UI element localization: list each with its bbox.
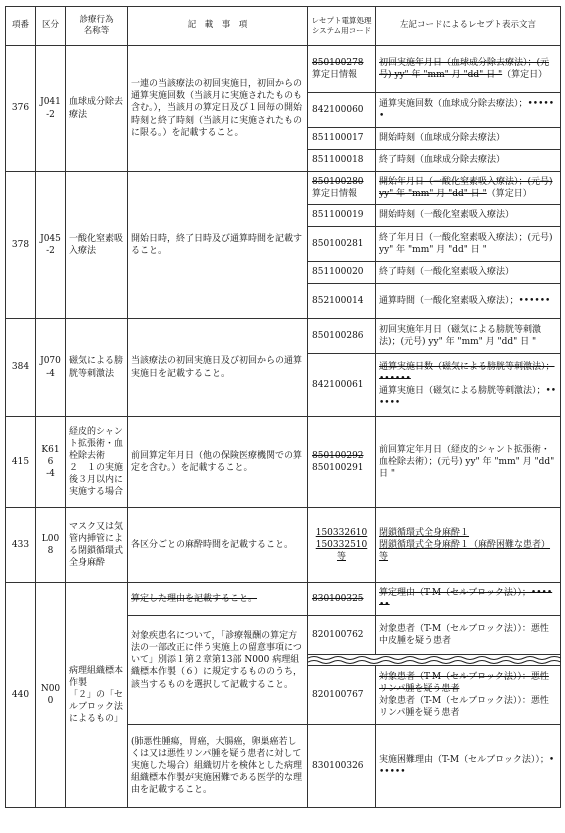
code-etc: 等: [336, 552, 346, 563]
item-kubun: K616 -4: [36, 417, 66, 508]
display-text-cell: [376, 666, 561, 725]
header-display-text: 左記コードによるレセプト表示文言: [376, 7, 561, 46]
item-number: 415: [6, 417, 36, 508]
display-text-cell: 開始時刻（血球成分除去療法）: [376, 128, 561, 150]
display-text-cell: 実施困難理由（T-M（セルブロック法））；••••••: [376, 725, 561, 808]
code-cell: 842100061: [308, 354, 376, 417]
table-row: [6, 172, 561, 205]
item-number: 378: [6, 172, 36, 319]
header-description: 記 載 事 項: [128, 7, 308, 46]
display-text-cell: [376, 508, 561, 583]
display-text-added: （算定日）: [486, 189, 532, 199]
table-row: [6, 46, 561, 93]
item-name: 一酸化窒素吸 入療法: [66, 172, 128, 319]
display-text-cell: 終了時刻（一酸化窒素吸入療法）: [376, 262, 561, 284]
item-name: 病理組織標本 作製 「２」の「セ ルブロック法 によるもの」: [66, 583, 128, 808]
item-number: 433: [6, 508, 36, 583]
code-cell: 851100018: [308, 150, 376, 172]
code-cell: 830100326: [308, 725, 376, 808]
break-marker: [308, 655, 561, 666]
code-cell: [308, 417, 376, 508]
item-description: 対象疾患名について，「診療報酬の算定方法の一部改正に伴う実施上の留意事項について」別添１第２章第13部 N000 病理組織標本作製（６）に規定するもののうち，該当するものを選択して記載すること。: [128, 616, 308, 725]
code-cell: [308, 46, 376, 93]
item-kubun: L008: [36, 508, 66, 583]
item-description: 開始日時，終了日時及び通算時間を記載すること。: [128, 172, 308, 319]
item-number: 440: [6, 583, 36, 808]
header-no: 項番: [6, 7, 36, 46]
header-name: 診療行為 名称等: [66, 7, 128, 46]
code-cell: 820100767: [308, 666, 376, 725]
code-note: 算定日情報: [312, 189, 358, 199]
item-name: 血球成分除去 療法: [66, 46, 128, 172]
item-name: マスク又は気 管内挿管によ る閉鎖循環式 全身麻酔: [66, 508, 128, 583]
header-kubun: 区分: [36, 7, 66, 46]
item-number: 376: [6, 46, 36, 172]
code-cell: 850100281: [308, 227, 376, 262]
code-value: 850100291: [312, 463, 364, 473]
code-cell: 851100020: [308, 262, 376, 284]
code-cell: 852100014: [308, 284, 376, 319]
display-text-cell: 初回実施年月日（磁気による膀胱等刺激法)；(元号) yy" 年 "mm" 月 "dd" 日 ": [376, 319, 561, 354]
code-value: 150332510: [315, 539, 368, 550]
table-row: [6, 583, 561, 616]
code-value-deleted: 850100292: [312, 450, 364, 461]
code-cell: 830100325: [308, 583, 376, 616]
display-text-deleted: 初回実施年月日（血球成分除去療法）；(元号) yy" 年 "mm" 月 "dd" 日 ": [379, 57, 550, 80]
item-description-deleted: 算定した理由を記載すること。: [128, 583, 308, 616]
display-text-cell: 終了時刻（血球成分除去療法）: [376, 150, 561, 172]
display-text-cell: 対象患者（T-M（セルブロック法））：悪性中皮腫を疑う患者: [376, 616, 561, 655]
code-cell: 850100286: [308, 319, 376, 354]
display-text-cell: 算定理由（T-M（セルブロック法））；••••••: [376, 583, 561, 616]
display-text-cell: [376, 172, 561, 205]
code-cell: 851100017: [308, 128, 376, 150]
code-cell: 842100060: [308, 93, 376, 128]
code-cell: [308, 172, 376, 205]
item-name: 磁気による膀 胱等刺激法: [66, 319, 128, 417]
display-text-cell: [376, 354, 561, 417]
item-description: (肺悪性腫瘍，胃癌，大腸癌，卵巣癌若しくは又は悪性リンパ腫を疑う患者に対して実施した場合）組織切片を検体とした病理組織標本作製が実施困難である医学的な理由を記載すること。: [128, 725, 308, 808]
table-row: [6, 508, 561, 583]
display-text-added: 対象患者（T-M（セルブロック法））：悪性リンパ腫を疑う患者: [379, 696, 549, 719]
display-text-added: 通算実施日（磁気による膀胱等刺激法）；••••••: [379, 386, 557, 409]
item-name: 経皮的シャン ト拡張術・血 栓除去術 ２ １の実施 後３月以内に 実施する場合: [66, 417, 128, 508]
code-cell: 820100762: [308, 616, 376, 655]
display-text-cell: 通算実施回数（血球成分除去療法）；••••••: [376, 93, 561, 128]
display-text-deleted: 通算実施日数（磁気による膀胱等刺激法）；••••••: [379, 361, 555, 384]
code-note: 算定日情報: [312, 70, 358, 80]
item-kubun: J070 -4: [36, 319, 66, 417]
display-text-cell: 終了年月日（一酸化窒素吸入療法）；(元号) yy" 年 "mm" 月 "dd" 日 ": [376, 227, 561, 262]
code-cell: [308, 508, 376, 583]
display-text-deleted: 開始年月日（一酸化窒素吸入療法）；(元号) yy" 年 "mm" 月 "dd" 日 ": [379, 176, 553, 199]
display-text-cell: 開始時刻（一酸化窒素吸入療法）: [376, 205, 561, 227]
display-text-deleted: 対象患者（T-M（セルブロック法））：悪性リンパ腫を疑う患者: [379, 671, 549, 694]
display-text-etc: 等: [379, 552, 389, 563]
display-text: 閉鎖循環式全身麻酔１: [379, 527, 470, 538]
document-table-wrapper: [5, 6, 560, 808]
item-description: 前回算定年月日（他の保険医療機関での算定を含む。）を記載すること。: [128, 417, 308, 508]
item-description: 各区分ごとの麻酔時間を記載すること。: [128, 508, 308, 583]
code-cell: 851100019: [308, 205, 376, 227]
display-text-added: （算定日）: [502, 70, 548, 80]
receipt-code-table: [5, 6, 561, 808]
item-number: 384: [6, 319, 36, 417]
table-row: [6, 417, 561, 508]
item-description: 当該療法の初回実施日及び初回からの通算実施日を記載すること。: [128, 319, 308, 417]
display-text-cell: 通算時間（一酸化窒素吸入療法）；••••••: [376, 284, 561, 319]
code-value: 850100278: [312, 57, 364, 68]
header-code: レセプト電算処理 システム用コード: [308, 7, 376, 46]
item-kubun: J041 -2: [36, 46, 66, 172]
code-value: 850100280: [312, 176, 364, 187]
item-kubun: J045 -2: [36, 172, 66, 319]
item-kubun: N000: [36, 583, 66, 808]
code-value: 150332610: [315, 527, 368, 538]
display-text-cell: [376, 46, 561, 93]
display-text: 閉鎖循環式全身麻酔１（麻酔困難な患者）: [379, 539, 551, 550]
header-row: [6, 7, 561, 46]
table-row: [6, 319, 561, 354]
wavy-break-line: [308, 655, 560, 665]
item-description: 一連の当該療法の初回実施日，初回からの通算実施回数（当該月に実施されたものも含む。），当該月の算定日及び１回毎の開始時刻と終了時刻（当該月に実施されたものに限る。）を記載すること。: [128, 46, 308, 172]
display-text-cell: 前回算定年月日（経皮的シャント拡張術・血栓除去術）；(元号) yy" 年 "mm" 月 "dd" 日 ": [376, 417, 561, 508]
